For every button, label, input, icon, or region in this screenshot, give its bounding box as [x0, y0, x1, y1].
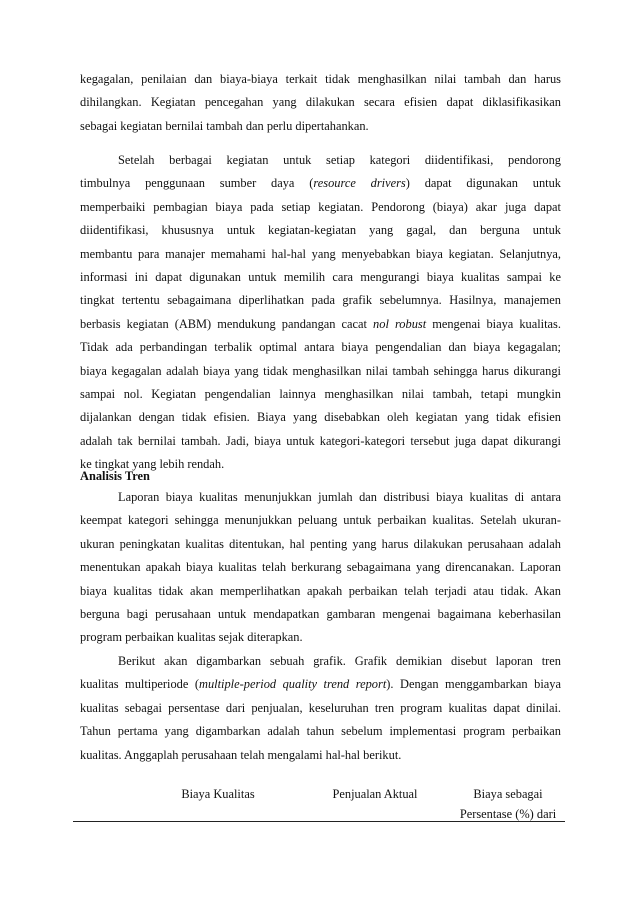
column-header-actual-sales: Penjualan Aktual: [332, 787, 418, 801]
text-fragment: ) dapat digunakan untuk: [405, 176, 561, 191]
italic-term: nol robust: [373, 316, 427, 331]
text-line: biaya kegagalan adalah biaya yang tidak menghasilkan nilai tambah sehingga harus dikurangi: [80, 363, 561, 378]
text-line: Berikut akan digambarkan sebuah grafik. Grafik demikian disebut laporan tren: [118, 654, 561, 668]
text-line: kegagalan, penilaian dan biaya-biaya terkait tidak menghasilkan nilai tambah dan harus: [80, 72, 561, 86]
text-line: diidentifikasi, khususnya untuk kegiatan-kegiatan yang gagal, dan berguna untuk: [80, 223, 561, 238]
text-line: sebagai kegiatan bernilai tambah dan perlu dipertahankan.: [80, 118, 369, 133]
text-fragment: berbasis kegiatan (ABM) mendukung pandangan cacat: [80, 316, 374, 331]
text-line: kualitas sebagai persentase dari penjualan, keseluruhan tren program kualitas dapat dinilai.: [80, 700, 561, 715]
text-line: biaya kualitas tidak akan memperlihatkan apakah perbaikan telah terjadi atau tidak. Akan: [80, 583, 561, 598]
text-fragment: mengenai biaya kualitas.: [426, 316, 561, 331]
column-header-cost-percent: Biaya sebagai: [473, 787, 543, 801]
text-line: Setelah berbagai kegiatan untuk setiap kategori diidentifikasi, pendorong: [118, 153, 561, 167]
text-line: keempat kategori sehingga menunjukkan peluang untuk perbaikan kualitas. Setelah ukuran-: [80, 513, 561, 528]
text-line: program perbaikan kualitas sejak diterapkan.: [80, 630, 303, 645]
text-line: ukuran peningkatan kualitas ditentukan, hal penting yang harus dilakukan perusahaan adalah: [80, 536, 561, 551]
text-line: Laporan biaya kualitas menunjukkan jumlah dan distribusi biaya kualitas di antara: [118, 490, 561, 504]
text-line: Tahun pertama yang digambarkan adalah tahun sebelum implementasi program perbaikan: [80, 724, 561, 739]
text-fragment: timbulnya penggunaan sumber daya (: [80, 176, 314, 191]
paragraph-failure-costs: [80, 68, 561, 138]
text-line: menentukan apakah biaya kualitas telah berkurang sebagaimana yang direncanakan. Laporan: [80, 560, 561, 575]
italic-term: multiple-period quality trend report: [199, 677, 387, 692]
text-line: Tidak ada perbandingan terbalik optimal antara biaya pengendalian dan biaya kegagalan;: [80, 340, 561, 355]
paragraph-cost-drivers: [80, 149, 561, 476]
text-line: [80, 172, 561, 195]
paragraph-trend-analysis: [80, 486, 561, 650]
text-line: memperbaiki pembagian biaya pada setiap kegiatan. Pendorong (biaya) akar juga dapat: [80, 199, 561, 214]
text-line: berguna bagi perusahaan untuk mendapatkan gambaran mengenai bagaimana keberhasilan: [80, 606, 561, 621]
paragraph-trend-report: [80, 650, 561, 767]
text-line: sampai nol. Kegiatan pengendalian lainnya menghasilkan nilai tambah, tetapi mungkin: [80, 386, 561, 401]
text-line: [80, 673, 561, 696]
section-heading-block: [80, 465, 561, 488]
section-heading: Analisis Tren: [80, 469, 150, 483]
table-header: [80, 784, 564, 824]
text-line: ke tingkat yang lebih rendah.: [80, 457, 225, 472]
text-line: kualitas. Anggaplah perusahaan telah mengalami hal-hal berikut.: [80, 747, 402, 762]
text-line: dihilangkan. Kegiatan pencegahan yang dilakukan secara efisien dapat diklasifikasikan: [80, 95, 561, 110]
text-fragment: ). Dengan menggambarkan biaya: [386, 677, 561, 692]
column-header-quality-cost: Biaya Kualitas: [181, 787, 255, 801]
text-fragment: kualitas multiperiode (: [80, 677, 200, 692]
text-line: dijalankan dengan tidak efisien. Biaya yang disebabkan oleh kegiatan yang tidak efisien: [80, 410, 561, 425]
text-line: membantu para manajer memahami hal-hal yang menyebabkan biaya kegiatan. Selanjutnya,: [80, 246, 561, 261]
text-line: informasi ini dapat digunakan untuk memilih cara mengurangi biaya kualitas sampai ke: [80, 269, 561, 284]
table-header-rule: [73, 821, 565, 822]
column-header-cost-percent-cont: Persentase (%) dari: [459, 807, 557, 821]
text-line: tingkat tertentu sebagaimana diperlihatkan pada grafik sebelumnya. Hasilnya, manajemen: [80, 293, 561, 308]
text-line: adalah tak bernilai tambah. Jadi, biaya untuk kategori-kategori tersebut juga dapat dikurangi: [80, 433, 561, 448]
text-line: [80, 313, 561, 336]
italic-term: resource drivers: [313, 176, 406, 191]
